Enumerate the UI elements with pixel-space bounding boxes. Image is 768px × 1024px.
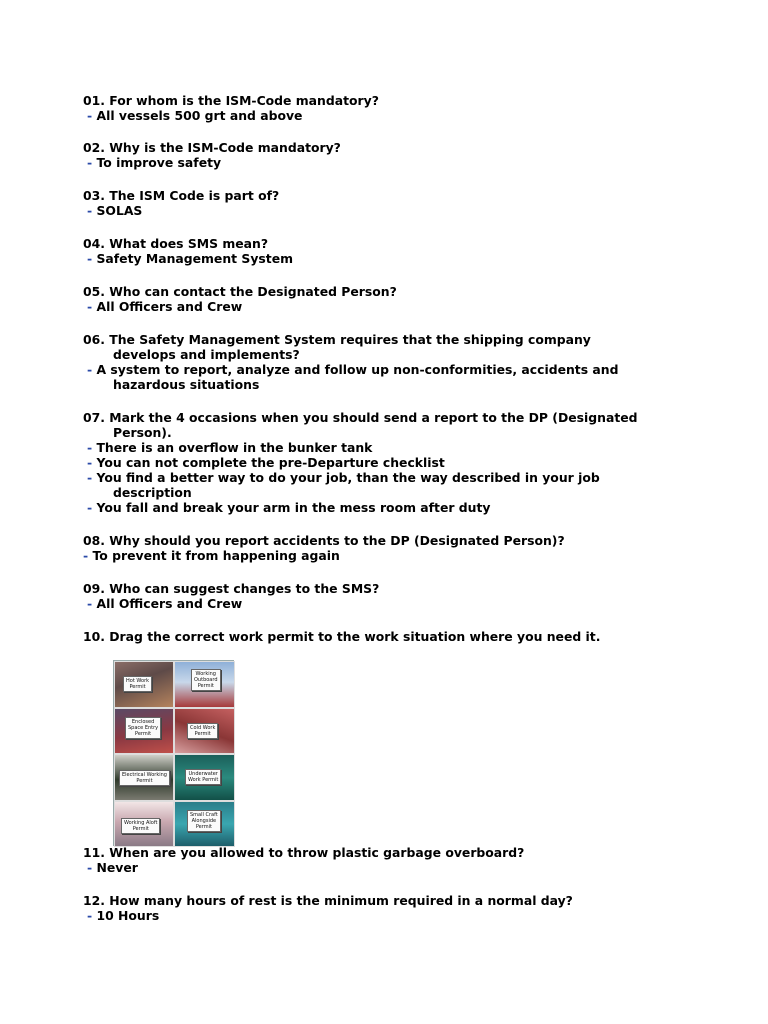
question-text: 09. Who can suggest changes to the SMS? [83, 581, 380, 596]
answer-text: - You fall and break your arm in the mess room after duty [87, 500, 491, 515]
question-text: 05. Who can contact the Designated Person? [83, 284, 397, 299]
question-05 [83, 284, 683, 314]
answer-text: - All Officers and Crew [87, 596, 243, 611]
question-text: 01. For whom is the ISM-Code mandatory? [83, 93, 379, 108]
permit-cell [114, 708, 174, 755]
question-06 [83, 332, 683, 392]
permit-cell [114, 754, 174, 801]
question-text: 08. Why should you report accidents to the DP (Designated Person)? [83, 533, 565, 548]
question-04 [83, 236, 683, 266]
question-08 [83, 533, 683, 563]
question-text-cont: Person). [113, 425, 172, 440]
permit-tag: Small Craft Alongside Permit [187, 810, 221, 832]
permit-tag: Working Aloft Permit [121, 818, 160, 834]
answer-text: - All Officers and Crew [87, 299, 243, 314]
question-12 [83, 893, 683, 923]
permit-tag: Underwater Work Permit [185, 769, 221, 785]
question-text: 11. When are you allowed to throw plastic garbage overboard? [83, 845, 525, 860]
question-text-cont: develops and implements? [113, 347, 300, 362]
question-text: 03. The ISM Code is part of? [83, 188, 280, 203]
permit-tag: Working Outboard Permit [191, 669, 221, 691]
question-text: 04. What does SMS mean? [83, 236, 269, 251]
answer-text: - Safety Management System [87, 251, 294, 266]
answer-text: - You find a better way to do your job, than the way described in your job [87, 470, 600, 485]
question-text: 02. Why is the ISM-Code mandatory? [83, 140, 341, 155]
answer-text: - All vessels 500 grt and above [87, 108, 303, 123]
permit-tag: Electrical Working Permit [119, 770, 170, 786]
permit-tag: Hot Work Permit [123, 676, 152, 692]
answer-text: - SOLAS [87, 203, 143, 218]
permit-tag: Enclosed Space Entry Permit [125, 717, 161, 739]
question-text: 10. Drag the correct work permit to the work situation where you need it. [83, 629, 601, 644]
permit-cell [114, 661, 174, 708]
question-text: 12. How many hours of rest is the minimum required in a normal day? [83, 893, 573, 908]
permit-cell [174, 801, 235, 848]
permit-tag: Cold Work Permit [187, 723, 218, 739]
answer-text-cont: description [113, 485, 192, 500]
question-02 [83, 140, 683, 170]
answer-text: - You can not complete the pre-Departure checklist [87, 455, 445, 470]
question-10 [83, 629, 683, 644]
permit-cell [174, 661, 235, 708]
answer-text: - Never [87, 860, 138, 875]
answer-text: - To improve safety [87, 155, 222, 170]
answer-text: - 10 Hours [87, 908, 160, 923]
permit-cell [114, 801, 174, 848]
question-text: 06. The Safety Management System requires that the shipping company [83, 332, 591, 347]
permit-cell [174, 754, 235, 801]
question-01 [83, 93, 683, 123]
question-text: 07. Mark the 4 occasions when you should send a report to the DP (Designated [83, 410, 638, 425]
question-07 [83, 410, 683, 515]
answer-text-cont: hazardous situations [113, 377, 260, 392]
work-permit-image [113, 660, 234, 846]
question-11 [83, 845, 683, 875]
answer-text: - There is an overflow in the bunker tank [87, 440, 373, 455]
answer-text: - A system to report, analyze and follow up non-conformities, accidents and [87, 362, 619, 377]
permit-cell [174, 708, 235, 755]
answer-text: - To prevent it from happening again [83, 548, 340, 563]
question-03 [83, 188, 683, 218]
question-09 [83, 581, 683, 611]
